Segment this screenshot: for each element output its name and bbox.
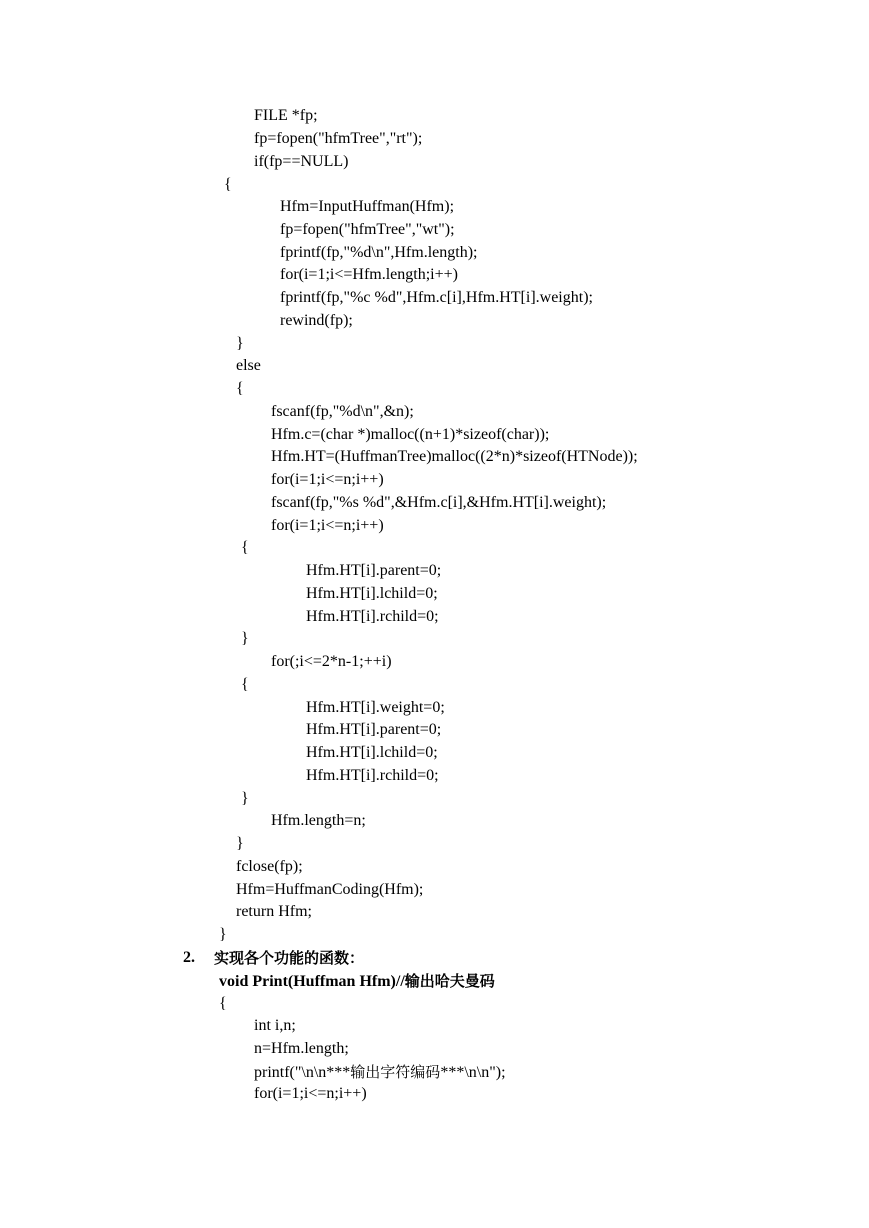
code-line: } [241, 790, 249, 807]
code-line: Hfm.c=(char *)malloc((n+1)*sizeof(char)); [271, 426, 550, 443]
function-signature-code: void Print(Huffman Hfm)// [219, 973, 405, 990]
printf-prefix: printf("\n\n*** [254, 1064, 351, 1081]
code-line: Hfm=InputHuffman(Hfm); [280, 198, 455, 215]
code-line: Hfm.HT[i].lchild=0; [306, 744, 438, 761]
code-line: { [241, 539, 249, 556]
code-line: rewind(fp); [280, 312, 353, 329]
code-line: FILE *fp; [254, 107, 318, 124]
code-line: { [236, 380, 244, 397]
code-line: } [236, 335, 244, 352]
code-line: else [236, 357, 261, 374]
code-line: fp=fopen("hfmTree","wt"); [280, 221, 455, 238]
function-signature [219, 971, 495, 992]
code-line: int i,n; [254, 1017, 296, 1034]
code-line: } [219, 926, 227, 943]
printf-suffix: ***\n\n"); [440, 1064, 506, 1081]
code-line: Hfm.HT[i].weight=0; [306, 699, 445, 716]
code-line: for(i=1;i<=n;i++) [271, 471, 384, 488]
code-line: Hfm.length=n; [271, 812, 366, 829]
code-line: for(i=1;i<=Hfm.length;i++) [280, 266, 458, 283]
function-signature-comment: 输出哈夫曼码 [404, 972, 495, 990]
code-line: Hfm=HuffmanCoding(Hfm); [236, 881, 424, 898]
code-line: } [241, 630, 249, 647]
code-line: Hfm.HT[i].parent=0; [306, 562, 442, 579]
code-line: n=Hfm.length; [254, 1040, 349, 1057]
code-line: fscanf(fp,"%d\n",&n); [271, 403, 414, 420]
code-line: for(i=1;i<=n;i++) [271, 517, 384, 534]
code-line: return Hfm; [236, 903, 312, 920]
code-line: { [224, 176, 232, 193]
code-line: fprintf(fp,"%d\n",Hfm.length); [280, 244, 478, 261]
printf-zh-text: 输出字符编码 [350, 1063, 441, 1081]
code-line: if(fp==NULL) [254, 153, 349, 170]
code-line [254, 1062, 506, 1083]
code-line: fp=fopen("hfmTree","rt"); [254, 130, 423, 147]
code-line: { [241, 676, 249, 693]
section-number: 2. [183, 949, 195, 966]
code-line: Hfm.HT[i].parent=0; [306, 721, 442, 738]
code-line: fscanf(fp,"%s %d",&Hfm.c[i],&Hfm.HT[i].weight); [271, 494, 607, 511]
code-line: fclose(fp); [236, 858, 303, 875]
code-line: for(;i<=2*n-1;++i) [271, 653, 392, 670]
code-line: fprintf(fp,"%c %d",Hfm.c[i],Hfm.HT[i].weight); [280, 289, 593, 306]
code-line: Hfm.HT=(HuffmanTree)malloc((2*n)*sizeof(HTNode)); [271, 448, 638, 465]
code-line: for(i=1;i<=n;i++) [254, 1085, 367, 1102]
code-line: { [219, 995, 227, 1012]
section-title: 实现各个功能的函数： [214, 949, 365, 967]
code-line: } [236, 835, 244, 852]
code-line: Hfm.HT[i].rchild=0; [306, 608, 439, 625]
code-line: Hfm.HT[i].lchild=0; [306, 585, 438, 602]
code-line: Hfm.HT[i].rchild=0; [306, 767, 439, 784]
